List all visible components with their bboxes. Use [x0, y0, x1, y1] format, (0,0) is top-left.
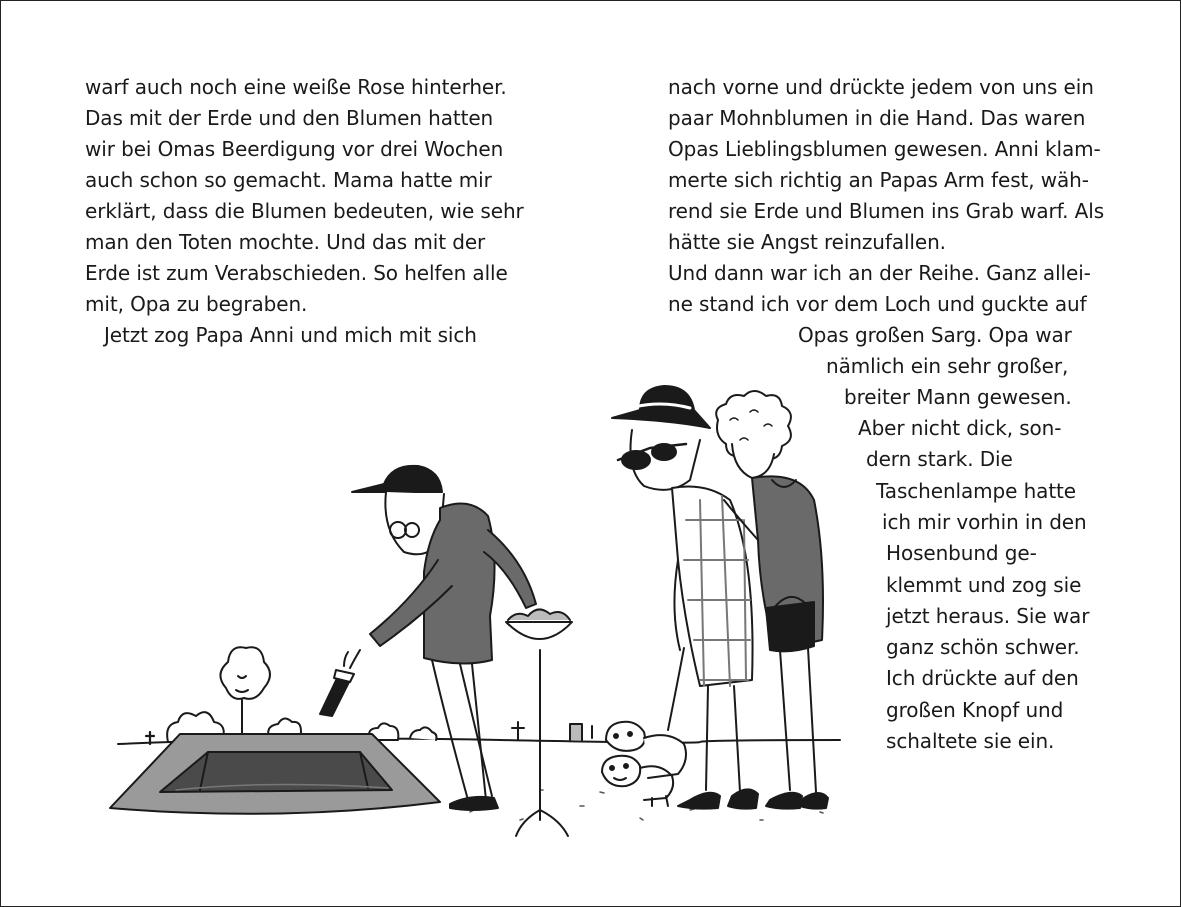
text-line: mit, Opa zu begraben. [85, 292, 308, 316]
text-line: auch schon so gemacht. Mama hatte mir [85, 168, 492, 192]
text-line: Das mit der Erde und den Blumen hatten [85, 106, 494, 130]
text-line: wir bei Omas Beerdigung vor drei Wochen [85, 137, 504, 161]
text-line: jetzt heraus. Sie war [886, 604, 1090, 628]
text-line: Erde ist zum Verabschieden. So helfen alle [85, 261, 508, 285]
text-line: Opas großen Sarg. Opa war [798, 323, 1072, 347]
text-line: Aber nicht dick, son- [858, 416, 1062, 440]
text-line: Opas Lieblingsblumen gewesen. Anni klam- [668, 137, 1101, 161]
text-line: nach vorne und drückte jedem von uns ein [668, 75, 1094, 99]
text-line: großen Knopf und [886, 698, 1064, 722]
pug-dogs [602, 722, 686, 806]
text-line: Taschenlampe hatte [876, 479, 1077, 503]
soil-bowl-stand [506, 609, 572, 836]
grave-mound [110, 734, 440, 814]
text-line: erklärt, dass die Blumen bedeuten, wie sehr [85, 199, 524, 223]
text-line: breiter Mann gewesen. [844, 385, 1072, 409]
text-line: paar Mohnblumen in die Hand. Das waren [668, 106, 1086, 130]
text-line: ich mir vorhin in den [882, 510, 1087, 534]
text-line: nämlich ein sehr großer, [826, 354, 1069, 378]
text-line: schaltete sie ein. [886, 729, 1055, 753]
text-line: Ich drückte auf den [886, 666, 1079, 690]
text-line: klemmt und zog sie [886, 573, 1082, 597]
text-line: rend sie Erde und Blumen ins Grab warf. Als [668, 199, 1105, 223]
text-line: Und dann war ich an der Reihe. Ganz allei- [668, 261, 1091, 285]
text-line: merte sich richtig an Papas Arm fest, wäh- [668, 168, 1089, 192]
text-line: warf auch noch eine weiße Rose hinterher. [85, 75, 507, 99]
text-line: Hosenbund ge- [886, 541, 1037, 565]
text-line: Jetzt zog Papa Anni und mich mit sich [104, 323, 477, 347]
text-line: man den Toten mochte. Und das mit der [85, 230, 486, 254]
text-line: dern stark. Die [866, 447, 1013, 471]
small-tree [220, 647, 270, 742]
text-line: ganz schön schwer. [886, 635, 1080, 659]
text-line: ne stand ich vor dem Loch und guckte auf [668, 292, 1087, 316]
text-line: hätte sie Angst reinzufallen. [668, 230, 946, 254]
